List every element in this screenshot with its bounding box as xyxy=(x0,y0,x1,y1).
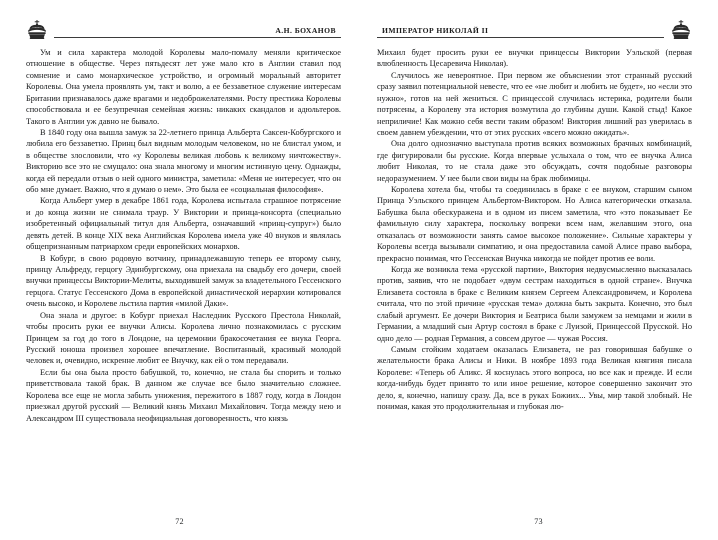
right-text-column xyxy=(377,47,692,413)
right-running-head-title: ИМПЕРАТОР НИКОЛАЙ II xyxy=(379,26,491,35)
right-running-head xyxy=(377,12,692,38)
right-page xyxy=(359,0,718,540)
left-running-head xyxy=(26,12,341,38)
left-text-column xyxy=(26,47,341,424)
left-head-rule xyxy=(54,24,341,38)
paragraph: В Кобург, в свою родовую вотчину, принадлежавшую теперь ее второму сыну, принцу Альфреду, герцогу Эдинбургскому, она приехала на свадьбу его дочери, своей внучки принцессы Виктории-Мелиты, выходившей замуж за владетельного Гессенского герцога. Статус Гессенского Дома в европейской династической иерархии котировался очень высоко, и Королеве льстила партия «милой Даки». xyxy=(26,253,341,309)
left-running-head-title: А.Н. БОХАНОВ xyxy=(272,26,339,35)
paragraph: Когда же возникла тема «русской партии», Виктория недвусмысленно высказалась против, заявив, что не подобает «двум сестрам находиться в одной стране». Внучка Елизавета состояла в браке с Великим князем Сергеем Александровичем, и Королева считала, что по этой причине «русская тема» должна быть закрыта. Конечно, это был слабый аргумент. Ее дочери Виктория и Беатриса были замужем за немцами и жили в Германии, а младший сын Артур состоял в браке с Луизой, Принцессой Прусской. Но одно дело — родная Германия, а совсем другое — чужая Россия. xyxy=(377,265,692,343)
paragraph: В 1840 году она вышла замуж за 22-летнего принца Альберта Саксен-Кобургского и любила его беззаветно. Принц был видным молодым человеком, но не блистал умом, и в обществе злословили, что «у Королевы великая любовь к великому ничтожеству». Викторию все это не смущало: она знала многому и многим истинную цену. Однажды, когда ей передали отзыв о ней одного министра, заметила: «Меня не интересует, что он обо мне думает. Важно, что я думаю о нем». Это была ее «социальная философия». xyxy=(26,127,341,195)
paragraph: Она знала и другое: в Кобург приехал Наследник Русского Престола Николай, чтобы просить руки ее внучки Алисы. Королева лично познакомилась с русским Принцем за год до того в Лондоне, на церемонии бракосочетания ее внука Георга. Русский юноша произвел хорошее впечатление. Воспитанный, красивый молодой человек и, очевидно, искренне любит ее Внучку, как ей о том передавали. xyxy=(26,310,341,366)
right-head-rule xyxy=(377,24,664,38)
paragraph: Ум и сила характера молодой Королевы мало-помалу меняли критическое отношение в обществе. Через пятьдесят лет уже мало кто в Англии ставил под сомнение и само монархическое устройство, и огромный моральный авторитет Королевы. Она умела проявлять ум, такт и волю, а ее беззаветное служение интересам Британии признавалось даже врагами и недоброжелателями. Росту престижа Королевы способствовала и ее безупречная семейная жизнь: никаких скандалов и адюльтеров. Такого в Англии уж давно не бывало. xyxy=(26,48,341,126)
imperial-crown-icon xyxy=(26,20,48,40)
paragraph: Если бы она была просто бабушкой, то, конечно, не стала бы спорить и только приветствовала такой брак. В данном же случае все было значительно сложнее. Королева все еще не могла забыть унижения, пережитого в 1887 году, когда в Лондон приезжал другой русский — Великий князь Михаил Михайлович. Тогда между нею и Александром III существовала неофициальная договоренность, что князь xyxy=(26,367,341,423)
paragraph: Самым стойким ходатаем оказалась Елизавета, не раз говорившая бабушке о желательности брака Алисы и Ники. В ноябре 1893 года Великая княгиня писала Королеве: «Теперь об Аликс. Я коснулась этого вопроса, но все как и прежде. И если когда-нибудь будет принято то или иное решение, которое совершенно закончит это дело, я, конечно, напишу сразу. Да, все в руках Божиих... Увы, мир такой злобный. Не понимая, какая это продолжительная и глубокая лю- xyxy=(377,344,692,412)
left-page-number: 72 xyxy=(175,517,184,526)
paragraph: Когда Альберт умер в декабре 1861 года, Королева испытала страшное потрясение и до конца жизни не снимала траур. У Виктории и принца-консорта (специально изобретенный официальный титул для Альберта, означавший «принц-супруг») было девять детей. В конце XIX века Английская Королева имела уже 40 внуков и являлась общепризнанным патриархом среди европейских монархов. xyxy=(26,196,341,252)
paragraph: Михаил будет просить руки ее внучки принцессы Виктории Уэльской (первая влюбленность Цесаревича Николая). xyxy=(377,48,692,69)
imperial-crown-icon xyxy=(670,20,692,40)
paragraph: Случилось же невероятное. При первом же объяснении этот странный русский сразу заявил потенциальной невесте, что ее «не любит и любить не будет», но «если это нужно», готов на ней жениться. С принцессой случилась истерика, родители были потрясены, а Королеву эта история возмутила до глубины души. Какой стыд! Какое неприличие! Как можно себя вести таким образом! Виктория лишний раз уверилась в своем давнем убеждении, что от этих русских «всего можно ожидать». xyxy=(377,70,692,137)
right-page-number: 73 xyxy=(534,517,543,526)
paragraph: Она долго однозначно выступала против всяких возможных брачных комбинаций, где фигурировали бы русские. Когда впервые услыхала о том, что ее внучка Алиса любит Николая, то не стала даже это обсуждать, сочтя подобные разговоры недоразумением. У нее были свои виды на брак любимицы. xyxy=(377,139,692,183)
paragraph: Королева хотела бы, чтобы та соединилась в браке с ее внуком, старшим сыном Принца Уэльского принцем Альбертом-Виктором. Но Алиса категорически отказала. Бабушка была обескуражена и в одном из писем заметила, что «это показывает Ее фамильную силу характера, поскольку вопреки всем нам, желавшим этого, она отказалась от возможности занять самое высокое положение». Сильные характеры у Королевы всегда вызывали симпатию, и она предоставила самой Алисе право выбора, прекрасно понимая, что Гессенская Внучка никогда не пойдет против ее воли. xyxy=(377,185,692,263)
